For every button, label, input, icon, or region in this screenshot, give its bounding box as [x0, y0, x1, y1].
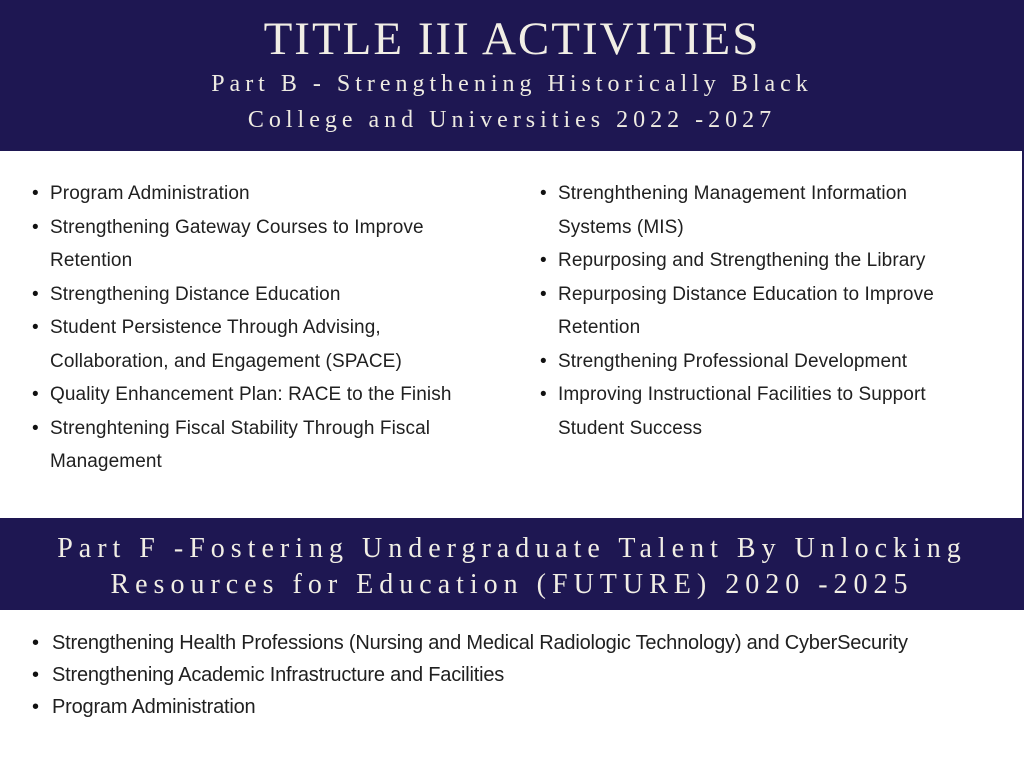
list-item: • Improving Instructional Facilities to Support Student Success	[540, 378, 944, 445]
slide-subtitle-line-1: Part B - Strengthening Historically Black	[211, 71, 813, 97]
list-item: • Program Administration	[32, 691, 988, 723]
list-item: • Quality Enhancement Plan: RACE to the Finish	[32, 378, 456, 412]
part-b-section	[0, 151, 1024, 518]
list-item: • Repurposing Distance Education to Improve Retention	[540, 278, 944, 345]
list-item: • Strengthening Health Professions (Nursing and Medical Radiologic Technology) and CyberSecurity	[32, 627, 988, 659]
part-f-band	[0, 518, 1024, 610]
part-b-right-list	[540, 177, 944, 445]
list-item: • Strengthening Gateway Courses to Improve Retention	[32, 211, 456, 278]
list-item: • Repurposing and Strengthening the Library	[540, 244, 944, 278]
list-item: • Strengthening Distance Education	[32, 278, 456, 312]
list-item: • Strenghtening Fiscal Stability Through Fiscal Management	[32, 412, 456, 479]
header-band	[0, 0, 1024, 151]
part-f-heading-line-1: Part F -Fostering Undergraduate Talent By Unlocking	[57, 533, 967, 564]
part-f-heading	[0, 531, 1024, 603]
slide-subtitle-line-2: College and Universities 2022 -2027	[247, 107, 777, 133]
slide-title: TITLE III ACTIVITIES	[263, 13, 761, 65]
list-item: • Strenghthening Management Information Systems (MIS)	[540, 177, 944, 244]
slide-subtitle	[0, 66, 1024, 138]
list-item: • Program Administration	[32, 177, 456, 211]
list-item: • Strengthening Academic Infrastructure and Facilities	[32, 659, 988, 691]
part-f-heading-line-2: Resources for Education (FUTURE) 2020 -2025	[110, 569, 914, 600]
list-item: • Strengthening Professional Development	[540, 345, 944, 379]
part-f-section	[0, 610, 1024, 768]
part-f-list	[32, 627, 988, 723]
list-item: • Student Persistence Through Advising, Collaboration, and Engagement (SPACE)	[32, 311, 456, 378]
part-b-left-list	[32, 177, 456, 479]
